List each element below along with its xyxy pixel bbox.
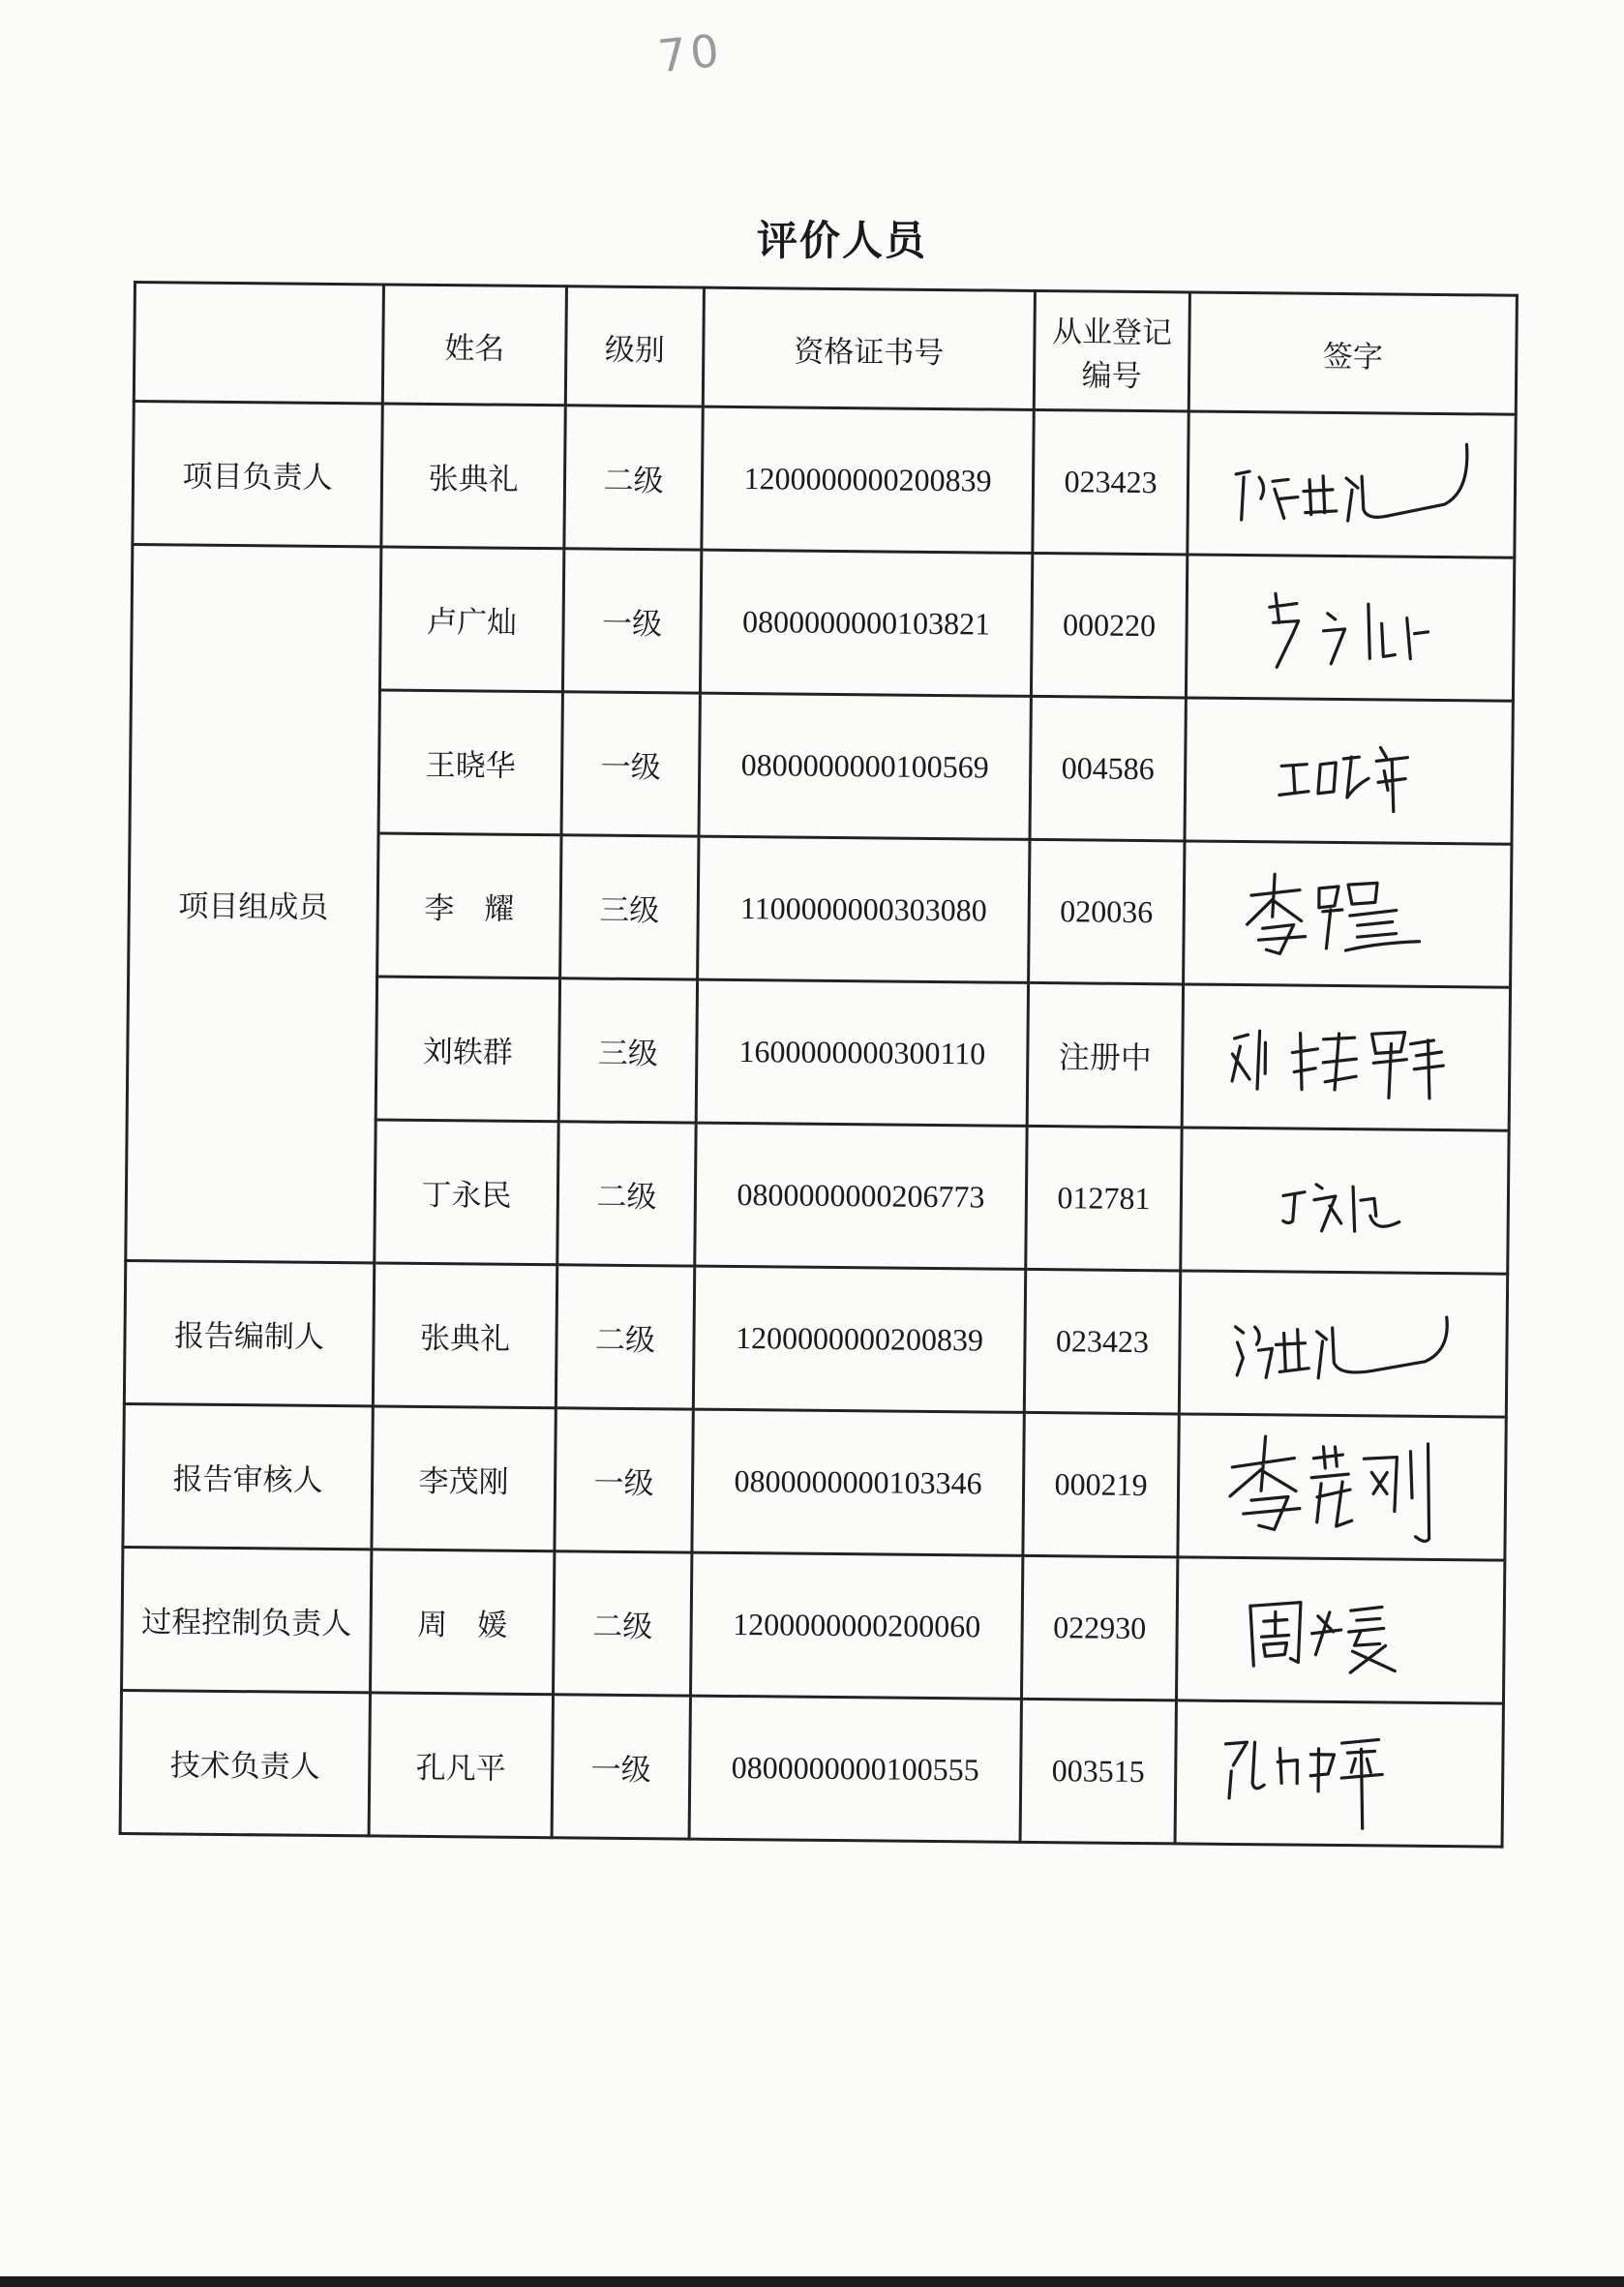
reg-cell: 注册中 (1027, 982, 1183, 1128)
level-cell: 一级 (561, 692, 700, 836)
level-cell: 三级 (558, 978, 697, 1123)
cert-cell: 1200000000200839 (702, 406, 1034, 553)
reg-cell: 022930 (1021, 1555, 1177, 1700)
handwritten-signature (1206, 1428, 1478, 1547)
reg-cell: 023423 (1024, 1269, 1180, 1414)
page-number-mark: 70 (655, 23, 726, 83)
handwritten-signature (1212, 859, 1484, 969)
signature-cell (1181, 1128, 1509, 1274)
role-cell: 技术负责人 (120, 1690, 370, 1835)
signature-cell (1176, 1557, 1504, 1703)
header-level: 级别 (565, 286, 704, 406)
cert-cell: 0800000000206773 (695, 1123, 1027, 1269)
name-cell: 刘轶群 (376, 977, 559, 1122)
name-cell: 王晓华 (378, 690, 562, 835)
name-cell: 张典礼 (381, 404, 565, 549)
handwritten-signature (1209, 1146, 1481, 1255)
handwritten-signature (1213, 716, 1485, 826)
signature-cell (1186, 555, 1514, 701)
level-cell: 二级 (564, 406, 703, 550)
handwritten-signature (1205, 1576, 1477, 1685)
signature-cell (1175, 1700, 1503, 1847)
personnel-table-wrapper (119, 281, 1516, 1849)
cert-cell: 0800000000100569 (699, 693, 1031, 839)
handwritten-signature (1215, 573, 1487, 682)
handwritten-signature (1207, 1289, 1479, 1399)
name-cell: 张典礼 (373, 1263, 556, 1408)
level-cell: 三级 (560, 835, 699, 979)
name-cell: 丁永民 (375, 1120, 558, 1265)
handwritten-signature (1210, 1003, 1482, 1112)
header-reg-line2: 编号 (1081, 358, 1142, 395)
signature-cell (1179, 1271, 1507, 1417)
signature-cell (1178, 1414, 1506, 1560)
name-cell: 周 媛 (371, 1550, 555, 1695)
name-cell: 孔凡平 (369, 1693, 553, 1838)
cert-cell: 1600000000300110 (696, 979, 1028, 1126)
signature-cell (1188, 411, 1516, 557)
reg-cell: 023423 (1033, 409, 1188, 555)
reg-cell: 012781 (1026, 1126, 1182, 1271)
level-cell: 二级 (556, 1265, 694, 1409)
scan-bottom-edge (0, 2276, 1624, 2287)
reg-cell: 003515 (1020, 1699, 1176, 1844)
handwritten-signature (1203, 1714, 1475, 1833)
role-cell: 过程控制负责人 (122, 1547, 372, 1692)
table-row (120, 1690, 1503, 1847)
table-row (124, 1260, 1507, 1417)
reg-cell: 004586 (1030, 696, 1186, 841)
name-cell: 李茂刚 (372, 1406, 556, 1551)
role-cell: 报告审核人 (123, 1403, 373, 1549)
role-cell: 项目负责人 (133, 402, 382, 547)
name-cell: 卢广灿 (379, 547, 563, 692)
cert-cell: 0800000000103346 (692, 1409, 1024, 1555)
table-header-row (134, 283, 1517, 415)
table-row (123, 1403, 1506, 1560)
name-cell: 李 耀 (377, 833, 561, 978)
handwritten-signature (1216, 430, 1488, 539)
level-cell: 二级 (557, 1122, 696, 1266)
table-row (133, 402, 1516, 558)
personnel-table (119, 281, 1519, 1849)
cert-cell: 0800000000100555 (689, 1696, 1021, 1842)
reg-cell: 000220 (1031, 553, 1187, 698)
document-title: 评价人员 (756, 217, 927, 264)
cert-cell: 1200000000200839 (693, 1266, 1025, 1412)
header-cert: 资格证书号 (703, 287, 1035, 409)
reg-cell: 000219 (1023, 1412, 1179, 1557)
role-cell: 报告编制人 (124, 1260, 374, 1405)
level-cell: 二级 (553, 1551, 691, 1696)
header-name: 姓名 (382, 285, 566, 406)
level-cell: 一级 (562, 549, 701, 693)
signature-cell (1184, 841, 1512, 987)
header-sign: 签字 (1188, 292, 1517, 414)
table-row (131, 545, 1514, 702)
signature-cell (1185, 698, 1513, 844)
level-cell: 一级 (552, 1695, 690, 1839)
cert-cell: 1100000000303080 (698, 836, 1030, 982)
header-reg-line1: 从业登记 (1051, 315, 1173, 351)
role-cell: 项目组成员 (126, 545, 381, 1263)
cert-cell: 0800000000103821 (700, 550, 1032, 696)
table-row (122, 1547, 1505, 1703)
reg-cell: 020036 (1029, 839, 1185, 984)
signature-cell (1182, 984, 1510, 1130)
cert-cell: 1200000000200060 (690, 1552, 1022, 1699)
header-role (134, 283, 383, 404)
header-reg (1034, 290, 1189, 411)
level-cell: 一级 (555, 1408, 693, 1552)
